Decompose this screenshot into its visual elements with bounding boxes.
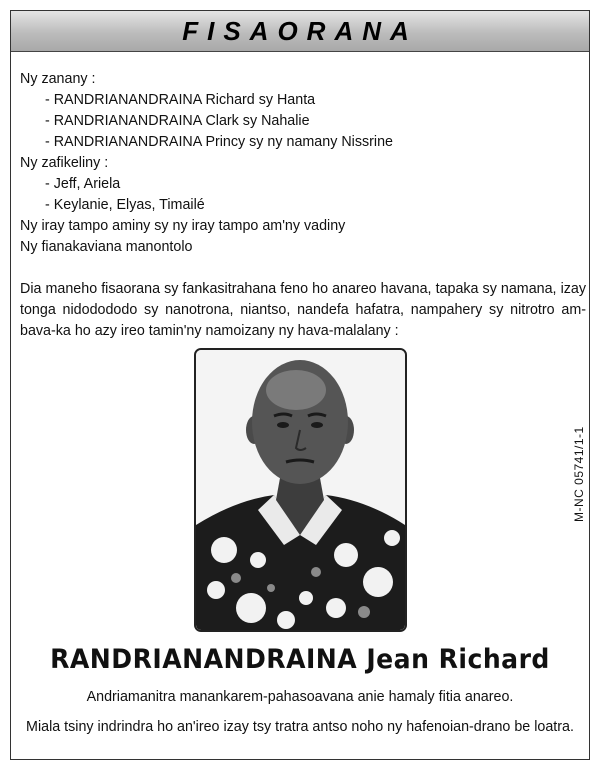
siblings-line: Ny iray tampo aminy sy ny iray tampo am'ny vadiny	[20, 218, 346, 234]
notice-body	[20, 69, 586, 342]
grandchild-entry: - Keylanie, Elyas, Timailé	[45, 197, 205, 213]
blessing-line: Andriamanitra manankarem-pahasoavana anie hamaly fitia anareo.	[86, 689, 514, 705]
apology-line: Miala tsiny indrindra ho an'ireo izay tsy tratra antso noho ny hafenoian-drano be loatra.	[26, 719, 574, 735]
deceased-portrait	[194, 348, 407, 632]
grandchild-entry: - Jeff, Ariela	[45, 176, 121, 192]
thanks-paragraph: Dia maneho fisaorana sy fankasitrahana feno ho anareo havana, tapaka sy namana, izay tonga nidodododo sy nanotrona, niantso, nandefa hafatra, nampahery sy nitrotro am-bava-ka ho azy ireo tamin'ny namoizany ny hava-malalany :	[20, 281, 586, 339]
family-line: Ny fianakaviana manontolo	[20, 239, 193, 255]
header-title: FISAORANA	[11, 11, 589, 52]
reference-code: M-NC 05741/1-1	[572, 426, 586, 522]
deceased-name: RANDRIANANDRAINA Jean Richard	[50, 644, 550, 675]
child-entry: - RANDRIANANDRAINA Princy sy ny namany Nissrine	[45, 134, 393, 150]
children-label: Ny zanany :	[20, 71, 96, 87]
child-entry: - RANDRIANANDRAINA Richard sy Hanta	[45, 92, 316, 108]
grandchildren-label: Ny zafikeliny :	[20, 155, 109, 171]
child-entry: - RANDRIANANDRAINA Clark sy Nahalie	[45, 113, 310, 129]
